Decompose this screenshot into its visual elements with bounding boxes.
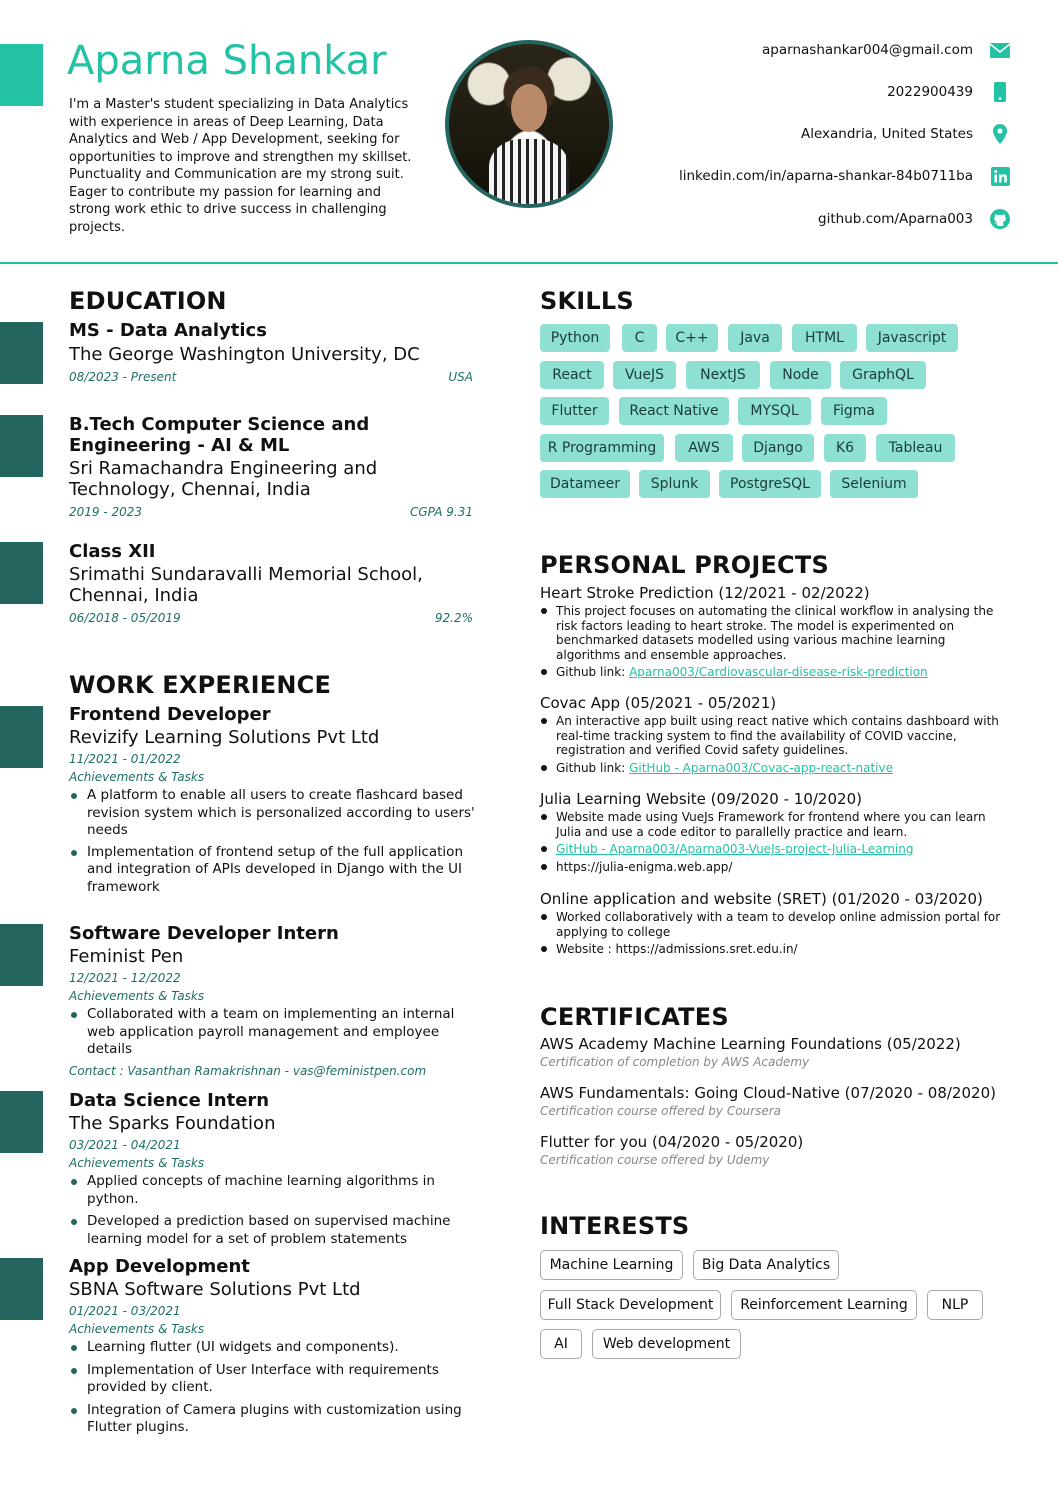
education-marker-1 [0, 322, 43, 384]
bullet-text: Collaborated with a team on implementing an internal web application payroll management and employee details [87, 1006, 455, 1057]
bullet-dot-icon [541, 814, 547, 820]
profile-summary: I'm a Master's student specializing in Data Analytics with experience in areas of Deep Learning, Data Analytics and Web / App Development, seeking for opportunities to improve and strengthen my skillset. Punctuality and Communication are my strong suit. Eager to contribute my passion for learning and strong work ethic to drive success in challenging projects. [69, 97, 412, 235]
education-degree: Class XII [69, 541, 156, 562]
work-role: Data Science Intern [69, 1090, 270, 1111]
skill-tag: HTML [792, 324, 857, 352]
email-icon [990, 40, 1010, 60]
list-item [540, 761, 1005, 776]
education-title: EDUCATION [69, 287, 227, 315]
certificate-item-3 [540, 1133, 803, 1167]
list-item [69, 1362, 479, 1397]
contact-name: Vasanthan Ramakrishnan [127, 1063, 281, 1078]
work-marker-2 [0, 924, 43, 986]
contact-label: Contact : [69, 1063, 124, 1078]
education-extra: 92.2% [434, 611, 473, 625]
contact-email-text[interactable]: aparnashankar004@gmail.com [762, 42, 973, 58]
achievements-label: Achievements & Tasks [69, 989, 205, 1003]
project-item-2 [540, 694, 1005, 775]
bullet-text: Learning flutter (UI widgets and components). [87, 1339, 399, 1355]
work-title: WORK EXPERIENCE [69, 671, 332, 699]
skill-tag: Flutter [540, 397, 609, 425]
project-title: Julia Learning Website (09/2020 - 10/2020) [540, 790, 862, 808]
project-item-3 [540, 790, 1005, 874]
certificate-item-2 [540, 1084, 996, 1118]
project-url[interactable]: https://julia-enigma.web.app/ [556, 859, 733, 874]
work-company: SBNA Software Solutions Pvt Ltd [69, 1279, 361, 1300]
work-marker-4 [0, 1258, 43, 1320]
work-marker-3 [0, 1091, 43, 1153]
location-icon [990, 124, 1010, 144]
education-extra: USA [448, 370, 473, 384]
contact-github[interactable] [818, 208, 1010, 230]
interests-title: INTERESTS [540, 1212, 690, 1240]
project-title: Online application and website (SRET) (01/2020 - 03/2020) [540, 890, 983, 908]
header-accent-bar [0, 44, 43, 106]
contact-phone[interactable] [887, 81, 1010, 103]
skill-tag: GraphQL [840, 361, 926, 389]
link-label: Github link: [556, 665, 626, 679]
project-description: This project focuses on automating the clinical workflow in analysing the risk factors leading to heart stroke. The model is experimented on benchmarked datasets modelled using various machine learning algorithms and ensemble approaches. [556, 604, 994, 662]
project-description: Website made using VueJs Framework for frontend where you can learn Julia and use a code editor to parallelly practice and learn. [556, 810, 986, 839]
education-dates: 2019 - 2023 [69, 505, 143, 519]
achievements-label: Achievements & Tasks [69, 1156, 205, 1170]
interest-tag: Web development [592, 1329, 741, 1359]
education-institution: The George Washington University, DC [69, 344, 420, 365]
work-dates: 01/2021 - 03/2021 [69, 1304, 181, 1318]
linkedin-icon [990, 166, 1010, 186]
list-item [69, 844, 479, 897]
interest-tag: AI [540, 1329, 582, 1359]
education-marker-2 [0, 415, 43, 477]
skill-tag: React Native [619, 397, 729, 425]
work-dates: 03/2021 - 04/2021 [69, 1138, 181, 1152]
project-description: An interactive app built using react native which contains dashboard with real-time tracking system to find the availability of COVID vaccine, registration and verified Covid safety guidelines. [556, 714, 999, 757]
bullet-dot-icon [71, 793, 77, 799]
certificate-issuer: Certification of completion by AWS Academy [540, 1055, 810, 1069]
achievements-label: Achievements & Tasks [69, 770, 205, 784]
skill-tag: R Programming [540, 434, 664, 462]
contact-email[interactable] [762, 39, 1010, 61]
project-website[interactable]: Website : https://admissions.sret.edu.in/ [556, 942, 798, 956]
work-item-3 [69, 1090, 479, 1248]
contact-location-text: Alexandria, United States [800, 126, 973, 142]
skill-tag: NextJS [686, 361, 760, 389]
skill-tag: C [622, 324, 657, 352]
project-github-link[interactable]: GitHub - Aparna003/Aparna003-VueJs-project-Julia-Learning [556, 842, 914, 856]
bullet-text: Integration of Camera plugins with customization using Flutter plugins. [87, 1401, 462, 1435]
education-institution: Sri Ramachandra Engineering and Technology, Chennai, India [69, 458, 378, 500]
list-item [540, 910, 1005, 939]
education-degree: B.Tech Computer Science and Engineering - AI & ML [69, 414, 370, 456]
project-item-4 [540, 890, 1005, 957]
project-item-1 [540, 584, 1005, 680]
education-marker-3 [0, 542, 43, 604]
candidate-name: Aparna Shankar [67, 38, 387, 84]
education-item-2 [69, 414, 479, 519]
bullet-text: Implementation of User Interface with requirements provided by client. [87, 1361, 439, 1395]
work-marker-1 [0, 706, 43, 768]
project-github-link[interactable]: GitHub - Aparna003/Covac-app-react-native [629, 760, 893, 775]
bullet-dot-icon [71, 850, 77, 856]
skill-tag: AWS [675, 434, 733, 462]
certificate-item-1 [540, 1035, 961, 1069]
bullet-dot-icon [541, 669, 547, 675]
achievements-label: Achievements & Tasks [69, 1322, 205, 1336]
list-item [540, 665, 1005, 680]
list-item [540, 942, 1005, 957]
projects-title: PERSONAL PROJECTS [540, 551, 829, 579]
bullet-dot-icon [71, 1012, 77, 1018]
github-icon [990, 209, 1010, 229]
work-role: App Development [69, 1256, 250, 1277]
list-item [540, 860, 1005, 875]
list-item [540, 714, 1005, 758]
work-role: Software Developer Intern [69, 923, 339, 944]
bullet-dot-icon [541, 914, 547, 920]
skill-tag: Selenium [830, 470, 918, 498]
bullet-text: Applied concepts of machine learning algorithms in python. [87, 1173, 435, 1207]
profile-photo [445, 40, 613, 208]
skill-tag: Java [728, 324, 782, 352]
phone-icon [990, 82, 1010, 102]
bullet-text: A platform to enable all users to create flashcard based revision system which is personalized according to users' needs [87, 787, 475, 838]
skill-tag: C++ [666, 324, 718, 352]
contact-linkedin[interactable] [679, 165, 1010, 187]
bullet-dot-icon [541, 765, 547, 771]
skill-tag: PostgreSQL [719, 470, 821, 498]
education-dates: 06/2018 - 05/2019 [69, 611, 181, 625]
bullet-dot-icon [541, 608, 547, 614]
list-item [540, 842, 1005, 857]
bullet-dot-icon [71, 1179, 77, 1185]
list-item [540, 604, 1005, 662]
work-dates: 11/2021 - 01/2022 [69, 752, 181, 766]
bullet-dot-icon [71, 1408, 77, 1414]
link-label: Github link: [556, 760, 626, 775]
bullet-text: Developed a prediction based on supervised machine learning model for a set of problem statements [87, 1213, 451, 1247]
education-item-3 [69, 541, 479, 625]
bullet-dot-icon [71, 1368, 77, 1374]
interest-tag: Machine Learning [540, 1250, 683, 1280]
certificate-title: AWS Fundamentals: Going Cloud-Native (07/2020 - 08/2020) [540, 1084, 996, 1102]
skill-tag: Splunk [639, 470, 710, 498]
skill-tag: K6 [824, 434, 866, 462]
skill-tag: React [540, 361, 604, 389]
project-github-link[interactable]: Aparna003/Cardiovascular-disease-risk-prediction [629, 665, 928, 679]
interest-tag: Full Stack Development [540, 1290, 721, 1320]
education-institution: Srimathi Sundaravalli Memorial School, Chennai, India [69, 564, 423, 606]
project-title: Covac App (05/2021 - 05/2021) [540, 694, 777, 712]
contact-email[interactable]: vas@feministpen.com [292, 1063, 427, 1078]
bullet-dot-icon [71, 1345, 77, 1351]
work-item-2 [69, 923, 479, 1078]
skill-tag: Python [540, 324, 610, 352]
education-item-1 [69, 320, 479, 384]
photo-face [511, 84, 547, 132]
contact-location [801, 123, 1010, 145]
interest-tag: Big Data Analytics [693, 1250, 839, 1280]
certificate-title: Flutter for you (04/2020 - 05/2020) [540, 1133, 804, 1151]
work-company: The Sparks Foundation [69, 1113, 276, 1134]
list-item [69, 787, 479, 840]
bullet-text: Implementation of frontend setup of the full application and integration of APIs developed in Django with the UI framework [87, 843, 463, 895]
skill-tag: VueJS [613, 361, 676, 389]
contact-phone-text[interactable]: 2022900439 [887, 84, 973, 100]
interest-tag: NLP [927, 1290, 983, 1320]
list-item [69, 1402, 479, 1437]
list-item [540, 810, 1005, 839]
skill-tag: Datameer [540, 470, 630, 498]
skill-tag: Figma [821, 397, 887, 425]
bullet-dot-icon [541, 846, 547, 852]
project-title: Heart Stroke Prediction (12/2021 - 02/2022) [540, 584, 870, 602]
skill-tag: Tableau [876, 434, 955, 462]
work-company: Revizify Learning Solutions Pvt Ltd [69, 727, 380, 748]
list-item [69, 1006, 479, 1059]
skill-tag: Javascript [866, 324, 958, 352]
project-description: Worked collaboratively with a team to develop online admission portal for applying to college [556, 910, 1001, 939]
certificate-title: AWS Academy Machine Learning Foundations (05/2022) [540, 1035, 961, 1053]
certificate-issuer: Certification course offered by Udemy [540, 1153, 770, 1167]
work-company: Feminist Pen [69, 946, 184, 967]
contact-separator: - [284, 1063, 290, 1078]
header-divider [0, 262, 1058, 264]
contact-linkedin-text[interactable]: linkedin.com/in/aparna-shankar-84b0711ba [678, 168, 973, 184]
certificates-title: CERTIFICATES [540, 1003, 729, 1031]
bullet-dot-icon [541, 946, 547, 952]
work-role: Frontend Developer [69, 704, 271, 725]
education-extra: CGPA 9.31 [409, 505, 473, 519]
skill-tag: MYSQL [738, 397, 811, 425]
photo-shirt [489, 139, 569, 208]
contact-github-text[interactable]: github.com/Aparna003 [818, 211, 973, 227]
work-contact [69, 1064, 479, 1078]
list-item [69, 1339, 479, 1357]
certificate-issuer: Certification course offered by Coursera [540, 1104, 782, 1118]
skill-tag: Django [742, 434, 814, 462]
list-item [69, 1213, 479, 1248]
list-item [69, 1173, 479, 1208]
work-item-1 [69, 704, 479, 896]
interest-tag: Reinforcement Learning [731, 1290, 917, 1320]
work-dates: 12/2021 - 12/2022 [69, 971, 181, 985]
education-degree: MS - Data Analytics [69, 320, 267, 341]
education-dates: 08/2023 - Present [69, 370, 177, 384]
bullet-dot-icon [541, 718, 547, 724]
bullet-dot-icon [541, 864, 547, 870]
skills-title: SKILLS [540, 287, 634, 315]
skill-tag: Node [770, 361, 831, 389]
work-item-4 [69, 1256, 479, 1437]
bullet-dot-icon [71, 1219, 77, 1225]
